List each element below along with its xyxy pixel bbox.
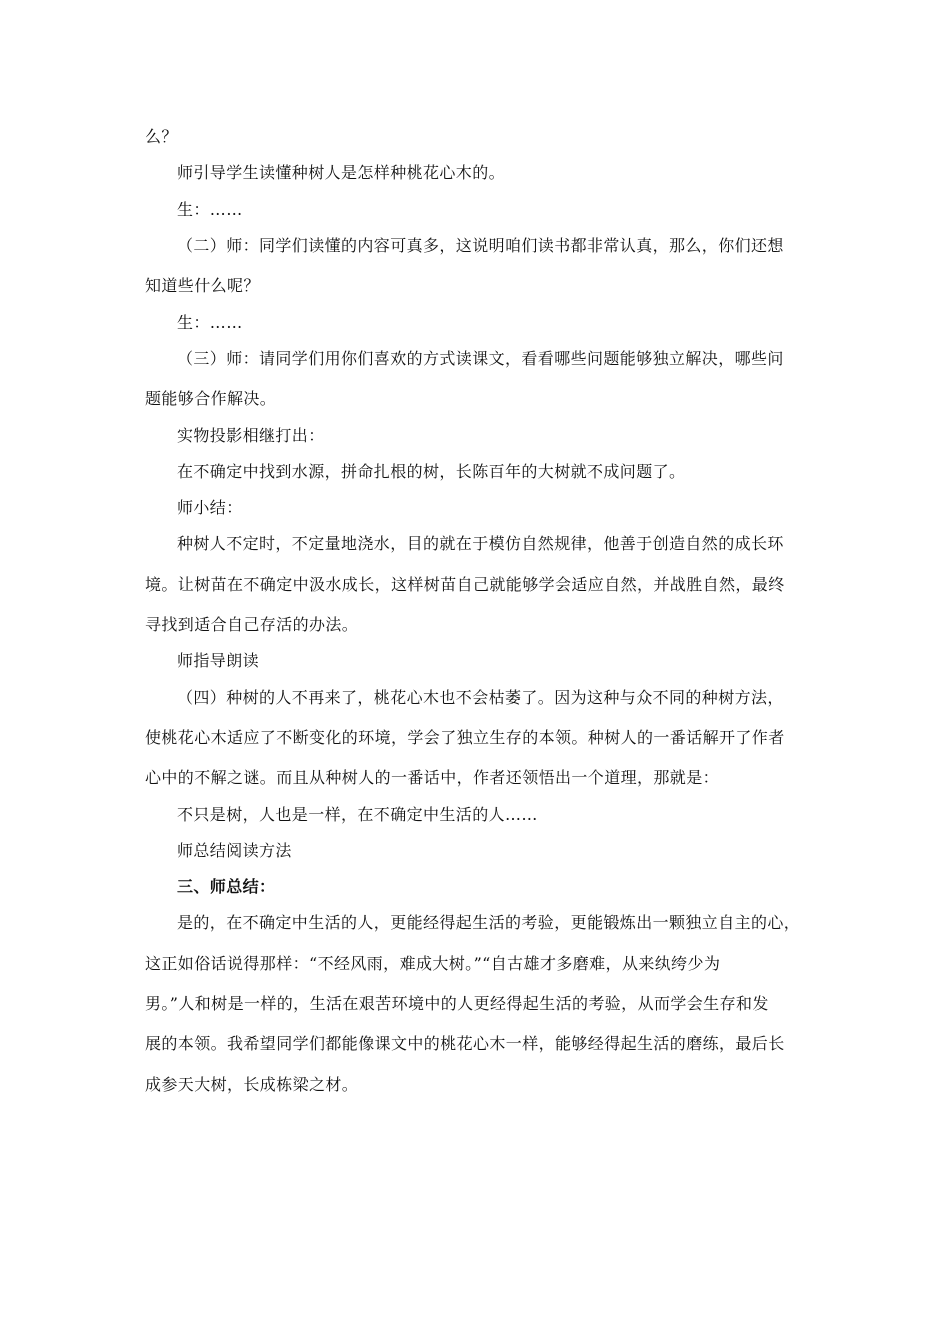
text-line: 师指导朗读 [177, 651, 260, 670]
text-line: 师总结阅读方法 [177, 841, 292, 860]
text-line: 知道些什么呢？ [145, 276, 260, 295]
text-line: 是的，在不确定中生活的人，更能经得起生活的考验，更能锻炼出一颗独立自主的心， [177, 913, 801, 932]
text-line: 不只是树，人也是一样，在不确定中生活的人…… [177, 805, 538, 824]
text-line: 境。让树苗在不确定中汲水成长，这样树苗自己就能够学会适应自然，并战胜自然，最终 [145, 575, 785, 594]
text-line: 题能够合作解决。 [145, 389, 277, 408]
text-line: 寻找到适合自己存活的办法。 [145, 615, 359, 634]
text-line: 么？ [145, 127, 178, 146]
text-line: 展的本领。我希望同学们都能像课文中的桃花心木一样，能够经得起生活的磨练，最后长 [145, 1034, 785, 1053]
text-line: （二）师：同学们读懂的内容可真多，这说明咱们读书都非常认真，那么，你们还想 [177, 236, 784, 255]
text-line: 师小结： [177, 498, 243, 517]
section-heading: 三、师总结： [177, 877, 276, 896]
text-line: 在不确定中找到水源，拼命扎根的树，长陈百年的大树就不成问题了。 [177, 462, 686, 481]
text-line: 实物投影相继打出： [177, 426, 325, 445]
text-line: 心中的不解之谜。而且从种树人的一番话中，作者还领悟出一个道理，那就是： [145, 768, 720, 787]
text-line: 师引导学生读懂种树人是怎样种桃花心木的。 [177, 163, 506, 182]
text-line: 使桃花心木适应了不断变化的环境，学会了独立生存的本领。种树人的一番话解开了作者 [145, 728, 785, 747]
text-line: （四）种树的人不再来了，桃花心木也不会枯萎了。因为这种与众不同的种树方法， [177, 688, 784, 707]
text-line: 成参天大树，长成栋梁之材。 [145, 1075, 359, 1094]
text-line: 生：…… [177, 200, 243, 219]
text-line: 生：…… [177, 313, 243, 332]
text-line: 种树人不定时，不定量地浇水，目的就在于模仿自然规律，他善于创造自然的成长环 [177, 534, 784, 553]
text-line: （三）师：请同学们用你们喜欢的方式读课文，看看哪些问题能够独立解决，哪些问 [177, 349, 784, 368]
text-line: 这正如俗话说得那样：“不经风雨，难成大树。”“自古雄才多磨难，从来纨绔少为 [145, 954, 721, 973]
text-line: 男。”人和树是一样的，生活在艰苦环境中的人更经得起生活的考验，从而学会生存和发 [145, 994, 769, 1013]
